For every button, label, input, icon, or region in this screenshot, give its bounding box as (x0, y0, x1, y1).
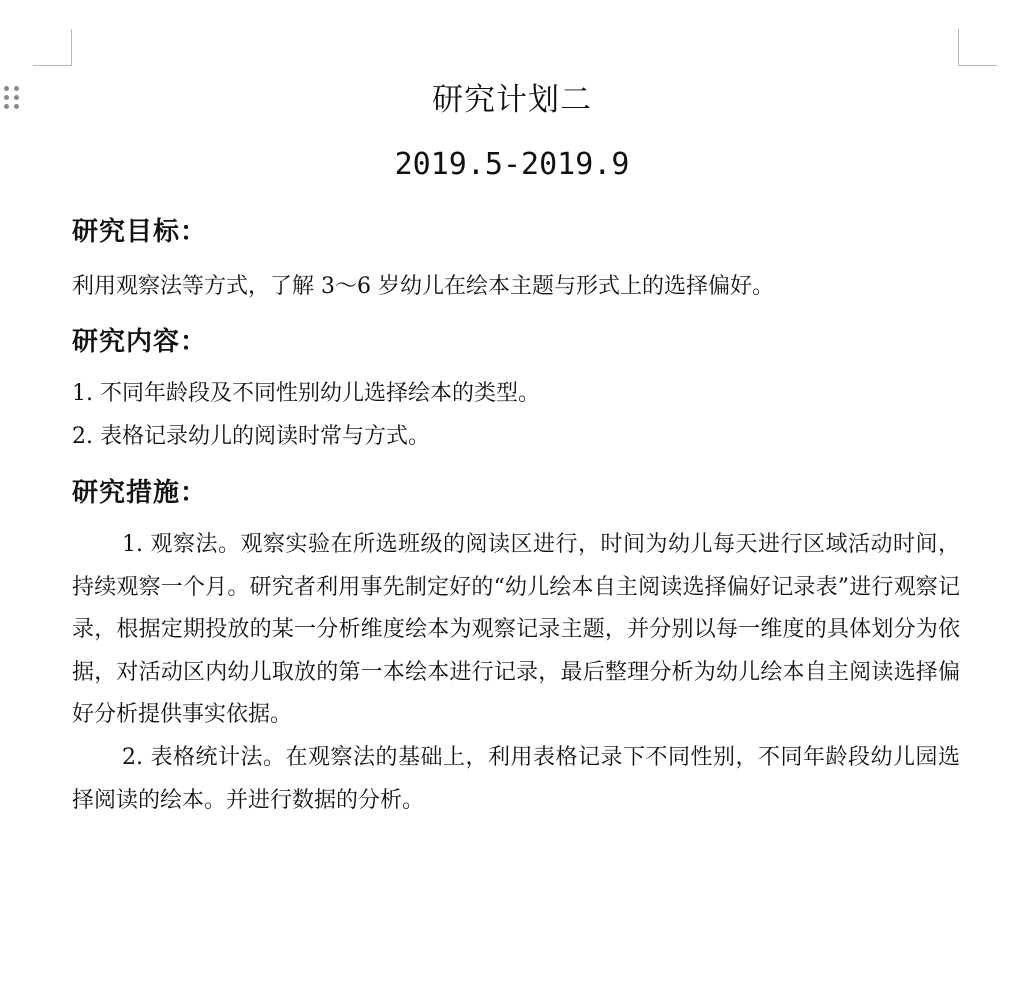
goal-text: 利用观察法等方式，了解 3～6 岁幼儿在绘本主题与形式上的选择偏好。 (72, 274, 774, 299)
top-right-margin-mark (958, 29, 997, 66)
measures-paragraph-2: 2. 表格统计法。在观察法的基础上，利用表格记录下不同性别，不同年龄段幼儿园选择阅读的绘本。并进行数据的分析。 (72, 745, 960, 813)
content-heading: 研究内容： (72, 327, 208, 357)
measures-paragraph-1: 1. 观察法。观察实验在所选班级的阅读区进行，时间为幼儿每天进行区域活动时间，持续观察一个月。研究者利用事先制定好的“幼儿绘本自主阅读选择偏好记录表”进行观察记录，根据定期投放的某一分析维度绘本为观察记录主题，并分别以每一维度的具体划分为依据，对活动区内幼儿取放的第一本绘本进行记录，最后整理分析为幼儿绘本自主阅读选择偏好分析提供事实依据。 (72, 532, 960, 728)
measures-heading: 研究措施： (72, 478, 208, 508)
content-item-2: 2. 表格记录幼儿的阅读时常与方式。 (72, 424, 430, 449)
document-title: 研究计划二 (432, 82, 592, 118)
top-left-margin-mark (33, 29, 72, 66)
content-item-1: 1. 不同年龄段及不同性别幼儿选择绘本的类型。 (72, 381, 540, 406)
goal-heading: 研究目标： (72, 217, 208, 247)
date-range: 2019.5-2019.9 (394, 147, 630, 182)
